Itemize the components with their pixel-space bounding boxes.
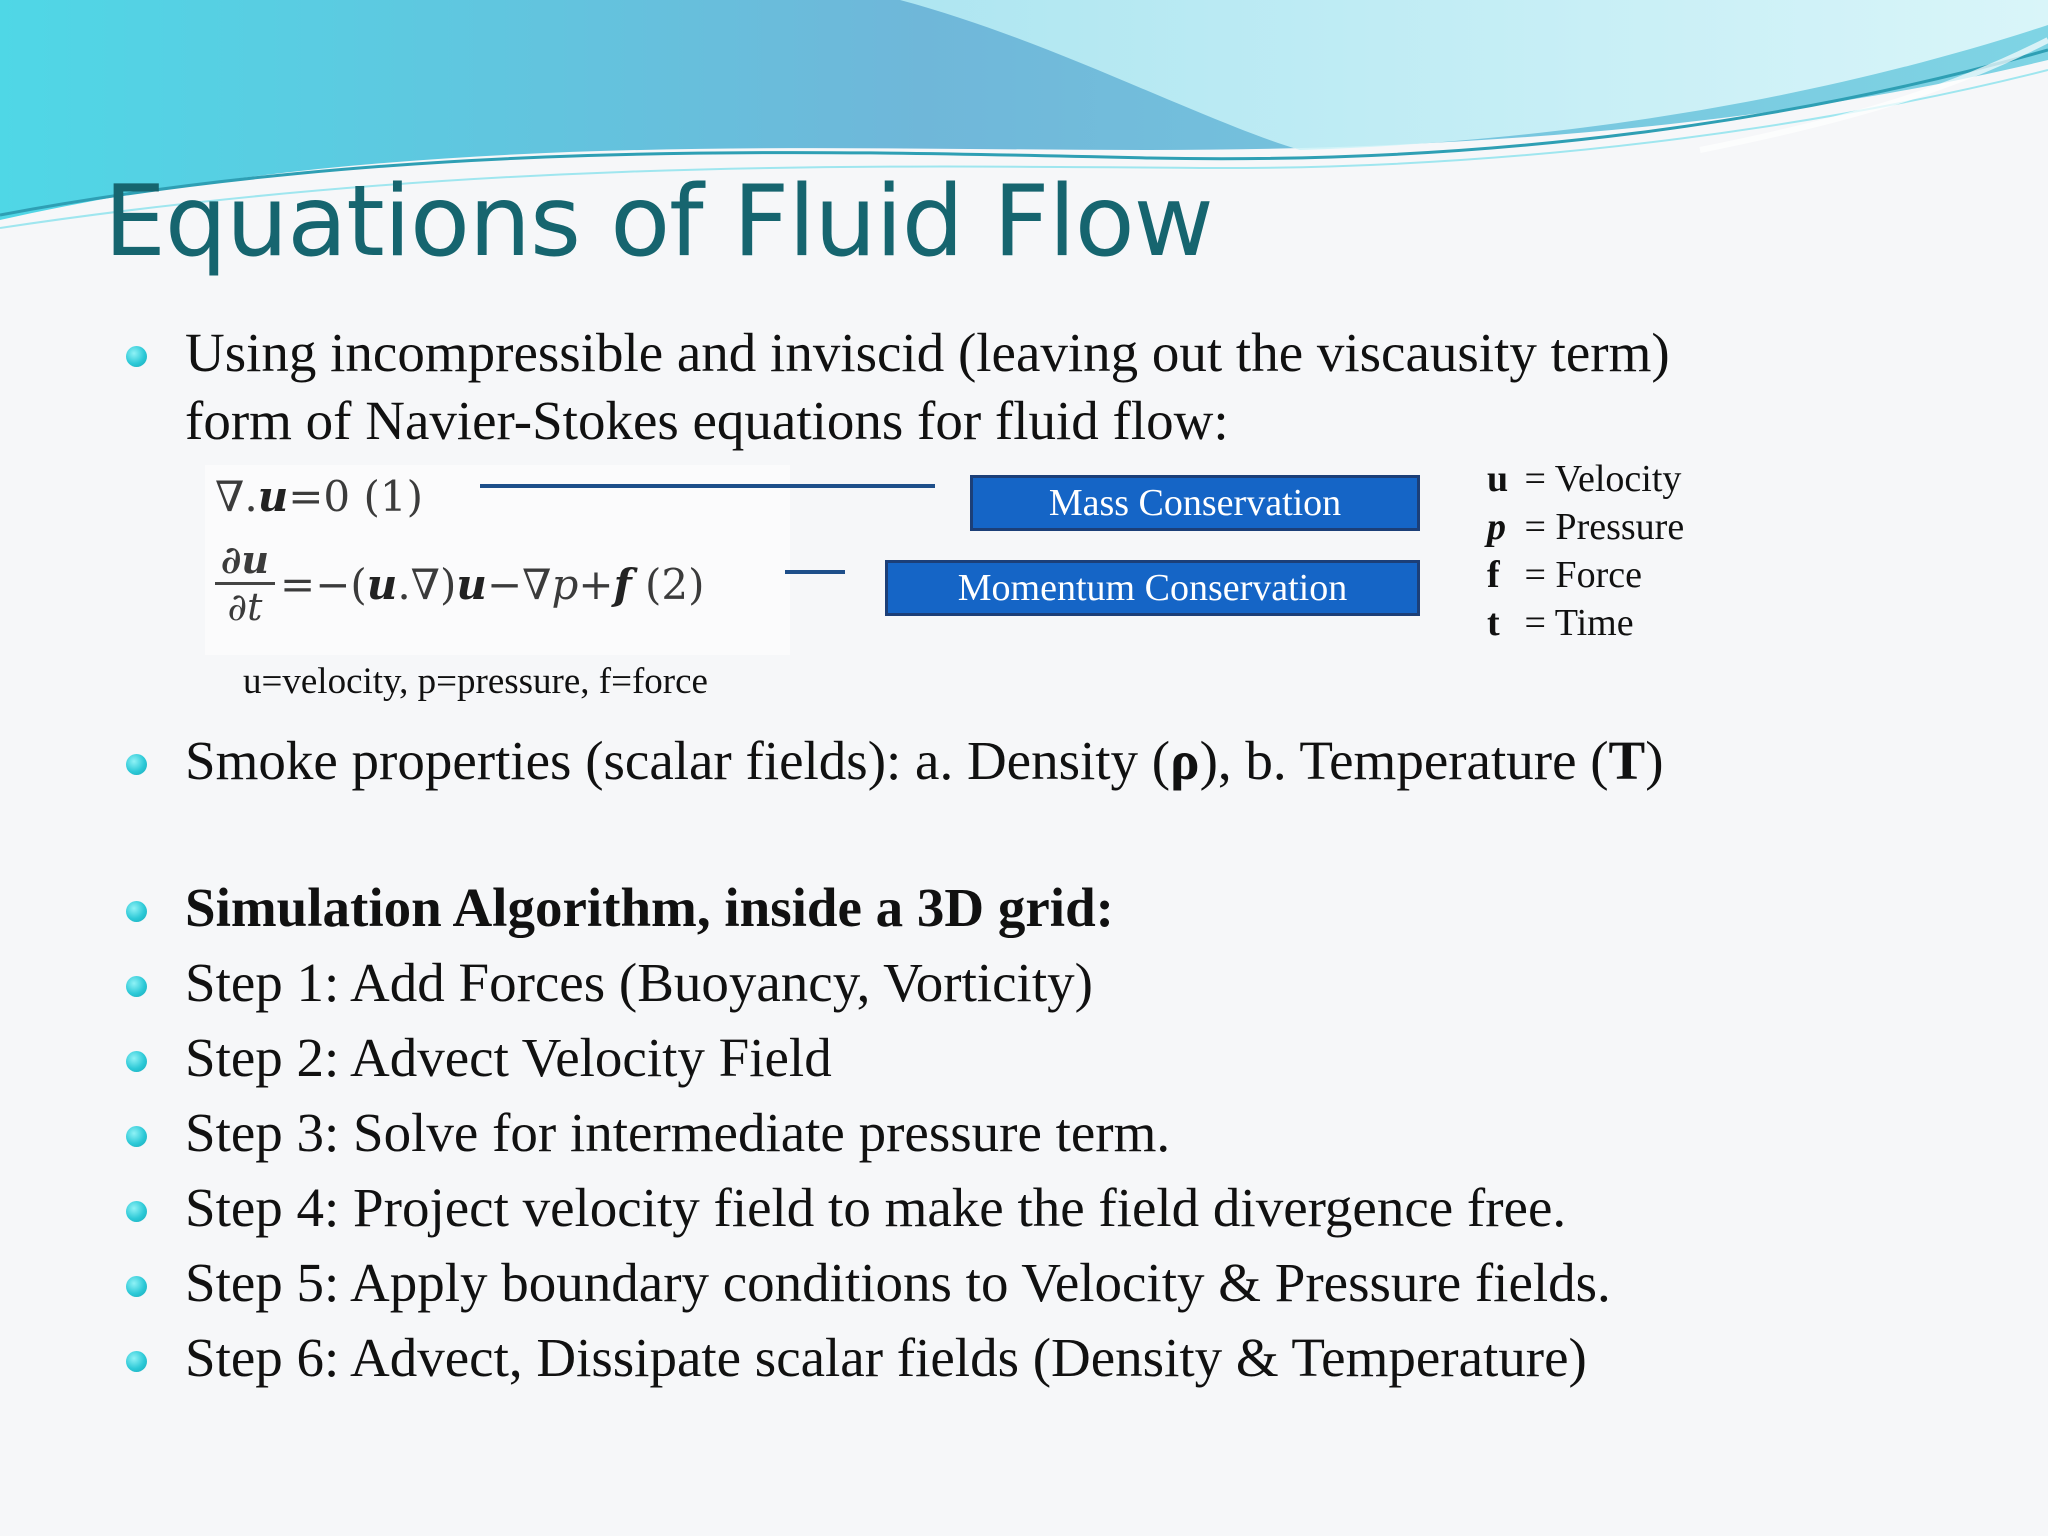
legend-text: = Time xyxy=(1524,602,1634,644)
nabla-symbol: ∇. xyxy=(215,472,258,521)
symbol-legend xyxy=(1487,455,1684,647)
bullet-step-6: Step 6: Advect, Dissipate scalar fields (Density & Temperature) xyxy=(185,1327,1587,1388)
equation-rest: =0 (1) xyxy=(288,472,423,521)
force-symbol: f xyxy=(613,560,632,609)
eq-part: (2) xyxy=(631,560,705,609)
bullet-step-4: Step 4: Project velocity field to make the field divergence free. xyxy=(185,1177,1567,1238)
slide-title: Equations of Fluid Flow xyxy=(104,165,1213,279)
temperature-symbol: T xyxy=(1608,730,1646,791)
partial-fraction xyxy=(215,537,275,629)
eq-part: =−( xyxy=(280,560,367,609)
text-run: ), b. Temperature ( xyxy=(1199,730,1609,791)
momentum-conservation-label: Momentum Conservation xyxy=(885,560,1420,616)
equation-mass xyxy=(215,472,423,521)
momentum-connector-line xyxy=(785,570,845,574)
legend-text: = Velocity xyxy=(1524,458,1682,500)
legend-symbol: f xyxy=(1487,554,1500,596)
fraction-numerator: ∂u xyxy=(221,537,269,582)
bullet-step-2: Step 2: Advect Velocity Field xyxy=(185,1027,832,1088)
velocity-symbol: u xyxy=(257,472,289,521)
legend-symbol: p xyxy=(1487,506,1506,548)
bullet-step-5: Step 5: Apply boundary conditions to Velocity & Pressure fields. xyxy=(185,1252,1611,1313)
eq-part: .∇) xyxy=(397,560,457,609)
legend-row xyxy=(1487,455,1684,503)
density-symbol: ρ xyxy=(1170,730,1200,791)
fraction-denominator: ∂t xyxy=(227,585,263,629)
pressure-symbol: p xyxy=(551,560,579,609)
legend-row xyxy=(1487,503,1684,551)
mass-connector-line xyxy=(480,484,935,488)
bullet-line: Using incompressible and inviscid (leaving out the viscausity term) xyxy=(185,322,1670,383)
bullet-algorithm-heading: Simulation Algorithm, inside a 3D grid: xyxy=(185,877,1114,938)
variables-note: u=velocity, p=pressure, f=force xyxy=(243,661,708,702)
bullet-step-1: Step 1: Add Forces (Buoyancy, Vorticity) xyxy=(185,952,1093,1013)
velocity-symbol: u xyxy=(456,560,487,609)
velocity-symbol: u xyxy=(366,560,398,609)
text-run: Smoke properties (scalar fields): a. Density ( xyxy=(185,730,1171,791)
legend-row xyxy=(1487,551,1684,599)
text-run: ) xyxy=(1645,730,1664,791)
bullet-navier-stokes xyxy=(185,322,1670,452)
legend-symbol: t xyxy=(1487,602,1500,644)
eq-part: −∇ xyxy=(486,560,552,609)
bullet-step-3: Step 3: Solve for intermediate pressure term. xyxy=(185,1102,1171,1163)
bullet-smoke-properties xyxy=(185,730,1664,792)
legend-symbol: u xyxy=(1487,458,1509,500)
legend-text: = Pressure xyxy=(1524,506,1685,548)
legend-text: = Force xyxy=(1524,554,1642,596)
eq-part: + xyxy=(578,560,614,609)
bullet-line: form of Navier-Stokes equations for fluid flow: xyxy=(185,390,1229,451)
legend-row xyxy=(1487,599,1684,647)
equation-momentum xyxy=(280,560,704,609)
mass-conservation-label: Mass Conservation xyxy=(970,475,1420,531)
